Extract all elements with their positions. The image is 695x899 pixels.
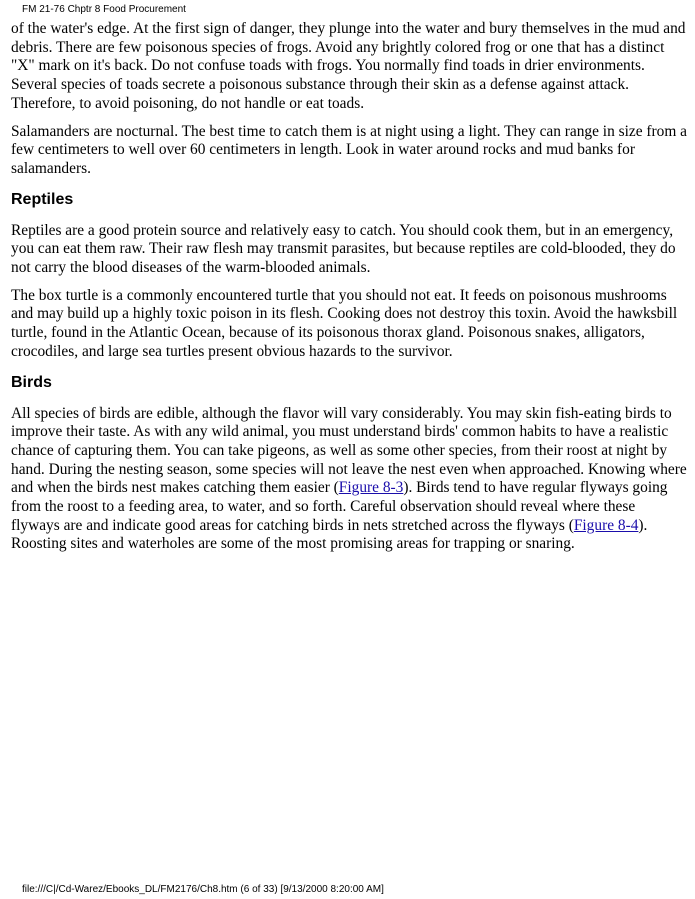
document-body — [11, 20, 687, 563]
birds-text-part3: ). Roosting sites and waterholes are some of the most promising areas for trapping or snaring. — [11, 516, 648, 553]
birds-text-part2: ). Birds tend to have regular flyways going from the roost to a feeding area, to water, and so forth. Careful observation should reveal where these flyways are and indicate good areas for catching birds in nets stretched across the flyways ( — [11, 479, 668, 534]
paragraph-box-turtle: The box turtle is a commonly encountered turtle that you should not eat. It feeds on poisonous mushrooms and may build up a highly toxic poison in its flesh. Cooking does not destroy this toxin. Avoid the hawksbill turtle, found in the Atlantic Ocean, because of its poisonous thorax gland. Poisonous snakes, alligators, crocodiles, and large sea turtles present obvious hazards to the survivor. — [11, 286, 678, 360]
paragraph-birds — [11, 405, 687, 555]
figure-8-3-link[interactable]: Figure 8-3 — [338, 479, 404, 497]
birds-text-part1: All species of birds are edible, although the flavor will vary considerably. You may skin fish-eating birds to improve their taste. As with any wild animal, you must understand birds' common habits to have a realistic chance of capturing them. You can take pigeons, as well as some other species, from their roost at night by hand. During the nesting season, some species will not leave the nest even when approached. Knowing where and when the birds nest makes catching them easier ( — [11, 404, 687, 497]
heading-birds: Birds — [11, 373, 52, 391]
paragraph-salamanders: Salamanders are nocturnal. The best time to catch them is at night using a light. They can range in size from a few centimeters to well over 60 centimeters in length. Look in water around rocks and mud banks for salamanders. — [11, 122, 687, 177]
paragraph-frogs-toads: of the water's edge. At the first sign of danger, they plunge into the water and bury themselves in the mud and debris. There are few poisonous species of frogs. Avoid any brightly colored frog or one that has a distinct "X" mark on it's back. Do not confuse toads with frogs. You normally find toads in drier environments. Several species of toads secrete a poisonous substance through their skin as a defense against attack. Therefore, to avoid poisoning, do not handle or eat toads. — [11, 20, 686, 112]
paragraph-reptiles-protein: Reptiles are a good protein source and relatively easy to catch. You should cook them, but in an emergency, you can eat them raw. Their raw flesh may transmit parasites, but because reptiles are cold-blooded, they do not carry the blood diseases of the warm-blooded animals. — [11, 221, 676, 277]
page-header: FM 21-76 Chptr 8 Food Procurement — [22, 4, 186, 15]
heading-reptiles: Reptiles — [11, 190, 74, 208]
figure-8-4-link[interactable]: Figure 8-4 — [573, 516, 639, 534]
page-footer: file:///C|/Cd-Warez/Ebooks_DL/FM2176/Ch8.htm (6 of 33) [9/13/2000 8:20:00 AM] — [22, 884, 384, 895]
